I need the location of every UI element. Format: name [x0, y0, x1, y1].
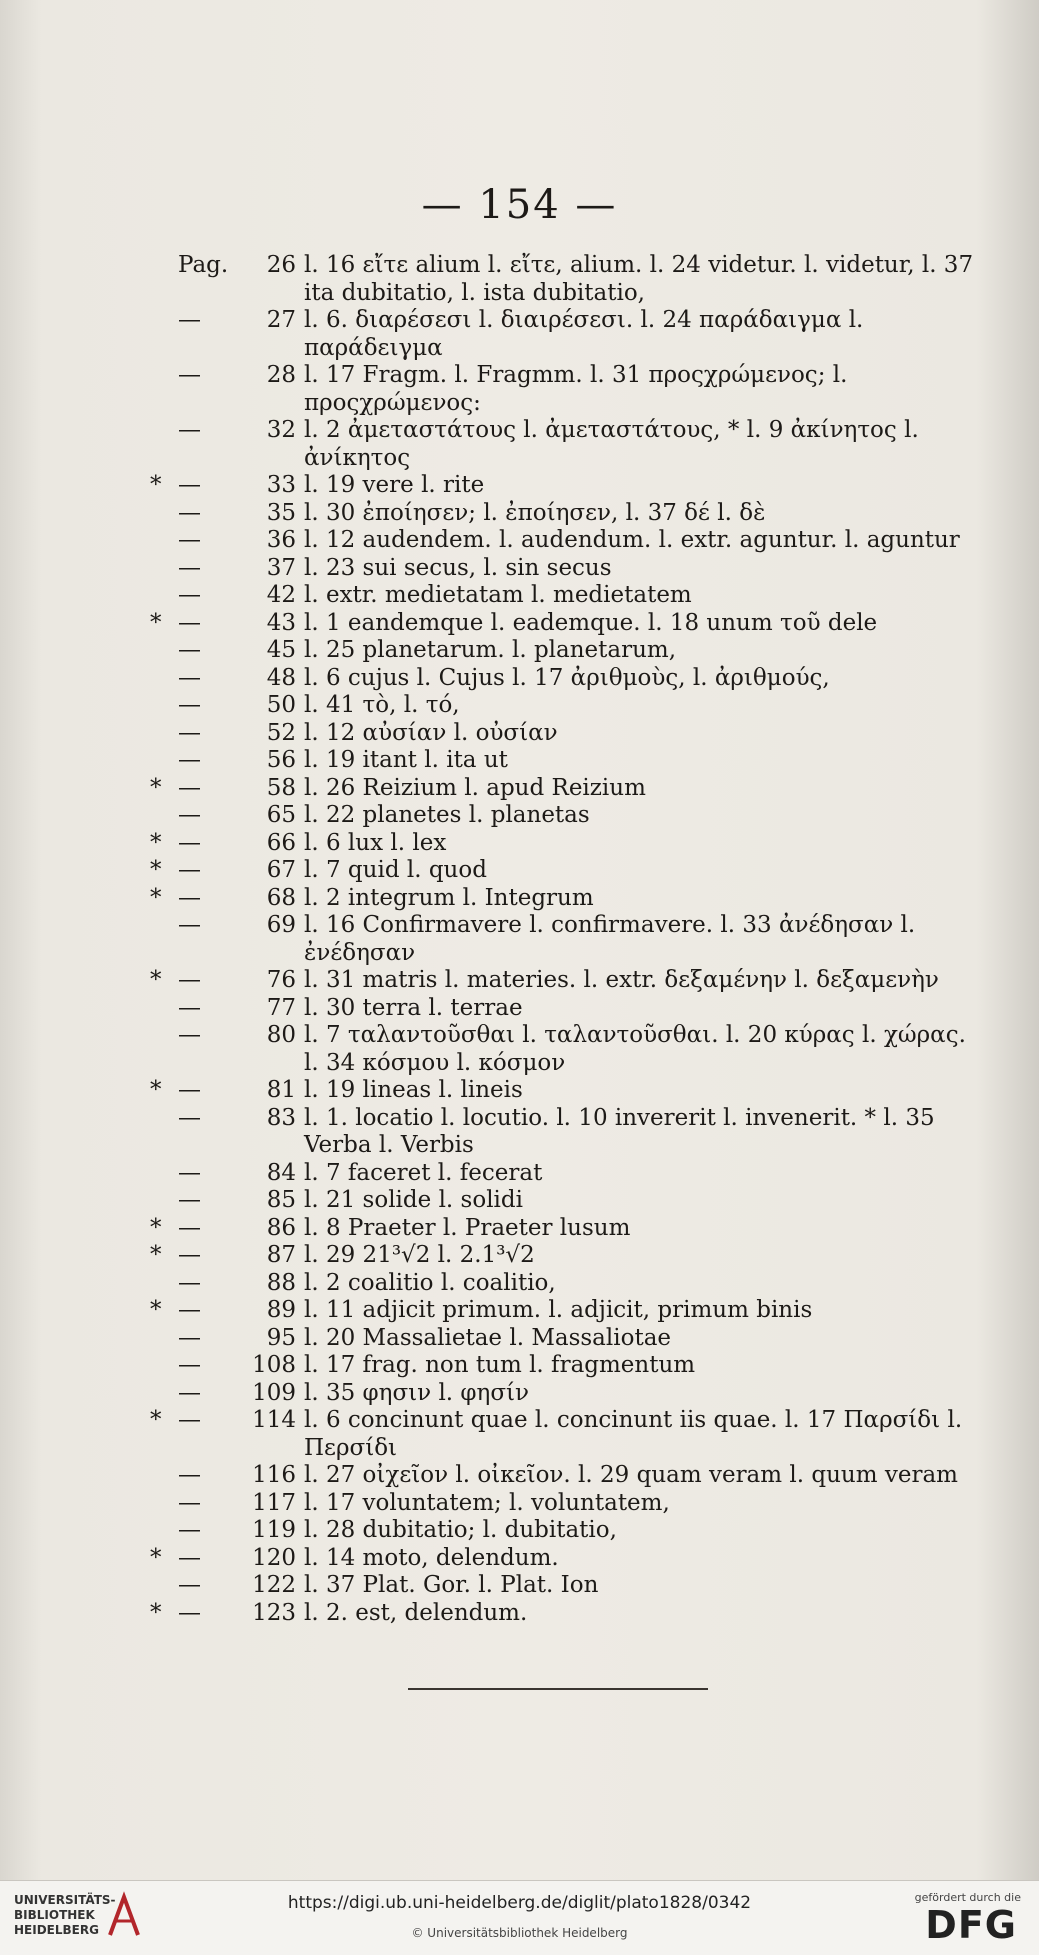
errata-entry: * — 66 l. 6 lux l. lex	[178, 830, 978, 858]
entry-lead: —	[178, 912, 201, 938]
entry-page: 43	[266, 609, 296, 636]
page-number: — 154 —	[421, 182, 618, 228]
entry-lead: —	[178, 637, 201, 663]
entry-lead: —	[178, 609, 201, 636]
entry-page: 50	[266, 692, 296, 718]
entry-correction: l. 41 τὸ, l. τό,	[304, 692, 460, 718]
entry-correction: l. 19 itant l. ita ut	[304, 747, 508, 773]
entry-correction: l. 22 planetes l. planetas	[304, 802, 590, 828]
entry-lead: —	[178, 1489, 201, 1516]
copyright-text: © Universitätsbibliothek Heidelberg	[411, 1926, 628, 1940]
errata-entry	[178, 555, 978, 583]
errata-entry: * — 86 l. 8 Praeter l. Praeter lusum	[178, 1215, 978, 1243]
entry-lead: —	[178, 1242, 201, 1268]
errata-entry	[178, 307, 978, 362]
entry-correction: l. 8 Praeter l. Praeter lusum	[304, 1214, 631, 1241]
errata-entry: * — 123 l. 2. est, delendum.	[178, 1600, 978, 1628]
entry-correction: l. 1. locatio l. locutio. l. 10 invererit l. invenerit. * l. 35 Verba l. Verbis	[304, 1104, 935, 1158]
entry-page: 80	[266, 1022, 296, 1048]
entry-lead: —	[178, 527, 201, 553]
entry-lead: —	[178, 1104, 201, 1131]
dfg-logo[interactable]: DFG	[925, 1903, 1017, 1947]
entry-page: 27	[266, 307, 296, 333]
entry-lead: —	[178, 1544, 201, 1571]
errata-entry: * — 58 l. 26 Reizium l. apud Reizium	[178, 775, 978, 803]
entry-lead: —	[178, 664, 201, 691]
logo-line-3: HEIDELBERG	[14, 1923, 99, 1937]
entry-lead: —	[178, 472, 201, 498]
entry-lead: —	[178, 1022, 201, 1048]
entry-correction: l. 16 εἴτε alium l. εἴτε, alium. l. 24 videtur. l. videtur, l. 37 ita dubitatio, l. ista dubitatio,	[304, 252, 974, 306]
errata-entry	[178, 417, 978, 472]
entry-page: 65	[266, 802, 296, 828]
entry-correction: l. 14 moto, delendum.	[304, 1544, 559, 1571]
entry-correction: l. 31 matris l. materies. l. extr. δεξαμένην l. δεξαμενὴν	[304, 967, 939, 993]
entry-lead: —	[178, 857, 201, 883]
entry-page: 95	[266, 1324, 296, 1351]
errata-entry: * — 68 l. 2 integrum l. Integrum	[178, 885, 978, 913]
entry-correction: l. 11 adjicit primum. l. adjicit, primum binis	[304, 1297, 813, 1323]
errata-entry: * — 33 l. 19 vere l. rite	[178, 472, 978, 500]
entry-lead: —	[178, 1269, 201, 1296]
errata-entry	[178, 1462, 978, 1490]
entry-correction: l. 37 Plat. Gor. l. Plat. Ion	[304, 1572, 599, 1598]
errata-entry: * — 81 l. 19 lineas l. lineis	[178, 1077, 978, 1105]
entry-lead: —	[178, 1599, 201, 1626]
errata-entry	[178, 1160, 978, 1188]
entry-lead: —	[178, 1462, 201, 1488]
errata-entry	[178, 1352, 978, 1380]
entry-correction: l. 6 lux l. lex	[304, 829, 447, 856]
entry-page: 28	[266, 362, 296, 388]
errata-entry	[178, 720, 978, 748]
entry-lead: —	[178, 967, 201, 993]
entry-correction: l. 2 ἀμεταστάτους l. ἀμεταστάτους, * l. 9 ἀκίνητος l. ἀνίκητος	[304, 417, 919, 471]
errata-entry	[178, 1022, 978, 1077]
errata-entry	[178, 747, 978, 775]
entry-lead: —	[178, 582, 201, 608]
entry-lead: —	[178, 884, 201, 911]
errata-entry	[178, 1270, 978, 1298]
errata-entry	[178, 1105, 978, 1160]
viewer-footer	[0, 1880, 1039, 1955]
errata-entry	[178, 1490, 978, 1518]
entry-page: 85	[266, 1187, 296, 1213]
entry-page: 122	[252, 1572, 296, 1598]
entry-page: 32	[266, 417, 296, 443]
entry-page: 88	[266, 1269, 296, 1296]
entry-page: 117	[252, 1489, 296, 1516]
entry-correction: l. 30 terra l. terrae	[304, 994, 523, 1021]
entry-lead: —	[178, 1352, 201, 1378]
entry-lead: —	[178, 1407, 201, 1433]
errata-entry: * — 89 l. 11 adjicit primum. l. adjicit, primum binis	[178, 1297, 978, 1325]
entry-correction: l. 6 cujus l. Cujus l. 17 ἀριθμοὺς, l. ἀριθμούς,	[304, 664, 830, 691]
entry-correction: l. 6. διαρέσεσι l. διαιρέσεσι. l. 24 παράδαιγμα l. παράδειγμα	[304, 307, 864, 361]
entry-page: 89	[266, 1297, 296, 1323]
entry-page: 84	[266, 1159, 296, 1186]
entry-page: 76	[266, 967, 296, 993]
entry-lead: —	[178, 1517, 201, 1543]
entry-correction: l. 7 ταλαντοῦσθαι l. ταλαντοῦσθαι. l. 20 κύρας l. χώρας. l. 34 κόσμου l. κόσμον	[304, 1022, 966, 1076]
errata-entry	[178, 500, 978, 528]
entry-page: 58	[266, 774, 296, 801]
errata-entry	[178, 1572, 978, 1600]
errata-entry	[178, 912, 978, 967]
entry-lead: —	[178, 417, 201, 443]
entry-correction: l. 7 faceret l. fecerat	[304, 1159, 543, 1186]
errata-entry	[178, 362, 978, 417]
errata-entry	[178, 692, 978, 720]
errata-entry: * — 87 l. 29 21³√2 l. 2.1³√2	[178, 1242, 978, 1270]
entry-page: 68	[266, 884, 296, 911]
entry-page: 108	[252, 1352, 296, 1378]
entry-correction: l. 19 vere l. rite	[304, 472, 485, 498]
entry-page: 77	[266, 994, 296, 1021]
errata-entry	[178, 527, 978, 555]
entry-page: 33	[266, 472, 296, 498]
entry-page: 69	[266, 912, 296, 938]
dfg-funding-text: gefördert durch die	[914, 1891, 1021, 1904]
entry-lead: —	[178, 362, 201, 388]
entry-correction: l. 17 frag. non tum l. fragmentum	[304, 1352, 696, 1378]
entry-correction: l. 20 Massalietae l. Massaliotae	[304, 1324, 672, 1351]
errata-entry	[178, 1325, 978, 1353]
entry-lead: —	[178, 1324, 201, 1351]
entry-correction: l. 1 eandemque l. eademque. l. 18 unum τοῦ dele	[304, 609, 878, 636]
entry-page: 119	[252, 1517, 296, 1543]
entry-lead: —	[178, 1572, 201, 1598]
entry-correction: l. 27 οἰχεῖον l. οἰκεῖον. l. 29 quam veram l. quum veram	[304, 1462, 958, 1488]
entry-lead: —	[178, 719, 201, 746]
entry-correction: l. 30 ἐποίησεν; l. ἐποίησεν, l. 37 δέ l. δὲ	[304, 499, 766, 526]
entry-page: 48	[266, 664, 296, 691]
entry-correction: l. 25 planetarum. l. planetarum,	[304, 637, 677, 663]
entry-correction: l. 2 integrum l. Integrum	[304, 884, 594, 911]
errata-entry	[178, 1380, 978, 1408]
permalink-url[interactable]: https://digi.ub.uni-heidelberg.de/diglit/plato1828/0342	[287, 1893, 752, 1913]
errata-entry	[178, 995, 978, 1023]
entry-lead: —	[178, 829, 201, 856]
entry-lead: —	[178, 1297, 201, 1323]
errata-entry: * — 67 l. 7 quid l. quod	[178, 857, 978, 885]
entry-correction: l. 28 dubitatio; l. dubitatio,	[304, 1517, 617, 1543]
entry-correction: l. extr. medietatam l. medietatem	[304, 582, 692, 608]
entry-page: 26	[266, 252, 296, 278]
entry-lead: —	[178, 554, 201, 581]
entry-correction: l. 7 quid l. quod	[304, 857, 487, 883]
entry-page: 42	[266, 582, 296, 608]
entry-correction: l. 6 concinunt quae l. concinunt iis quae. l. 17 Παρσίδι l. Περσίδι	[304, 1407, 963, 1461]
errata-entry: * — 120 l. 14 moto, delendum.	[178, 1545, 978, 1573]
entry-correction: l. 19 lineas l. lineis	[304, 1077, 523, 1103]
entry-page: 120	[252, 1544, 296, 1571]
entry-correction: l. 21 solide l. solidi	[304, 1187, 523, 1213]
errata-entry	[178, 252, 978, 307]
entry-correction: l. 17 Fragm. l. Fragmm. l. 31 προςχρώμενος; l. προςχρώμενος:	[304, 362, 848, 416]
entry-lead: —	[178, 1159, 201, 1186]
entry-lead: —	[178, 1379, 201, 1406]
entry-lead: Pag.	[178, 252, 229, 278]
errata-entry	[178, 665, 978, 693]
entry-lead: —	[178, 747, 201, 773]
entry-lead: —	[178, 994, 201, 1021]
end-rule	[408, 1688, 708, 1690]
entry-correction: l. 12 audendem. l. audendum. l. extr. aguntur. l. aguntur	[304, 527, 960, 553]
errata-entry	[178, 802, 978, 830]
entry-page: 109	[252, 1379, 296, 1406]
entry-page: 56	[266, 747, 296, 773]
entry-correction: l. 2. est, delendum.	[304, 1599, 528, 1626]
entry-page: 83	[266, 1104, 296, 1131]
errata-entry: * — 43 l. 1 eandemque l. eademque. l. 18 unum τοῦ dele	[178, 610, 978, 638]
entry-correction: l. 26 Reizium l. apud Reizium	[304, 774, 646, 801]
entry-lead: —	[178, 499, 201, 526]
entry-correction: l. 16 Confirmavere l. confirmavere. l. 33 ἀνέδησαν l. ἐνέδησαν	[304, 912, 916, 966]
entry-page: 37	[266, 554, 296, 581]
entry-page: 114	[252, 1407, 296, 1433]
entry-lead: —	[178, 307, 201, 333]
entry-page: 116	[252, 1462, 296, 1488]
entry-lead: —	[178, 1187, 201, 1213]
errata-entry	[178, 1517, 978, 1545]
entry-correction: l. 35 φησιν l. φησίν	[304, 1379, 530, 1406]
errata-entry	[178, 1187, 978, 1215]
errata-entry	[178, 637, 978, 665]
entry-correction: l. 23 sui secus, l. sin secus	[304, 554, 612, 581]
entry-page: 123	[252, 1599, 296, 1626]
logo-line-1: UNIVERSITÄTS-	[14, 1893, 116, 1907]
entry-correction: l. 12 αὐσίαν l. οὐσίαν	[304, 719, 558, 746]
entry-correction: l. 17 voluntatem; l. voluntatem,	[304, 1489, 670, 1516]
entry-page: 86	[266, 1214, 296, 1241]
entry-lead: —	[178, 692, 201, 718]
entry-page: 81	[266, 1077, 296, 1103]
entry-page: 67	[266, 857, 296, 883]
logo-line-2: BIBLIOTHEK	[14, 1908, 95, 1922]
errata-entry: * — 76 l. 31 matris l. materies. l. extr. δεξαμένην l. δεξαμενὴν	[178, 967, 978, 995]
errata-entry	[178, 582, 978, 610]
errata-list	[150, 252, 978, 1627]
entry-correction: l. 2 coalitio l. coalitio,	[304, 1269, 556, 1296]
entry-lead: —	[178, 802, 201, 828]
entry-page: 45	[266, 637, 296, 663]
entry-page: 36	[266, 527, 296, 553]
entry-lead: —	[178, 774, 201, 801]
entry-lead: —	[178, 1077, 201, 1103]
entry-page: 35	[266, 499, 296, 526]
entry-lead: —	[178, 1214, 201, 1241]
entry-page: 52	[266, 719, 296, 746]
entry-page: 66	[266, 829, 296, 856]
errata-entry: * — 114 l. 6 concinunt quae l. concinunt iis quae. l. 17 Παρσίδι l. Περσίδι	[178, 1407, 978, 1462]
entry-page: 87	[266, 1242, 296, 1268]
entry-correction: l. 29 21³√2 l. 2.1³√2	[304, 1242, 535, 1268]
